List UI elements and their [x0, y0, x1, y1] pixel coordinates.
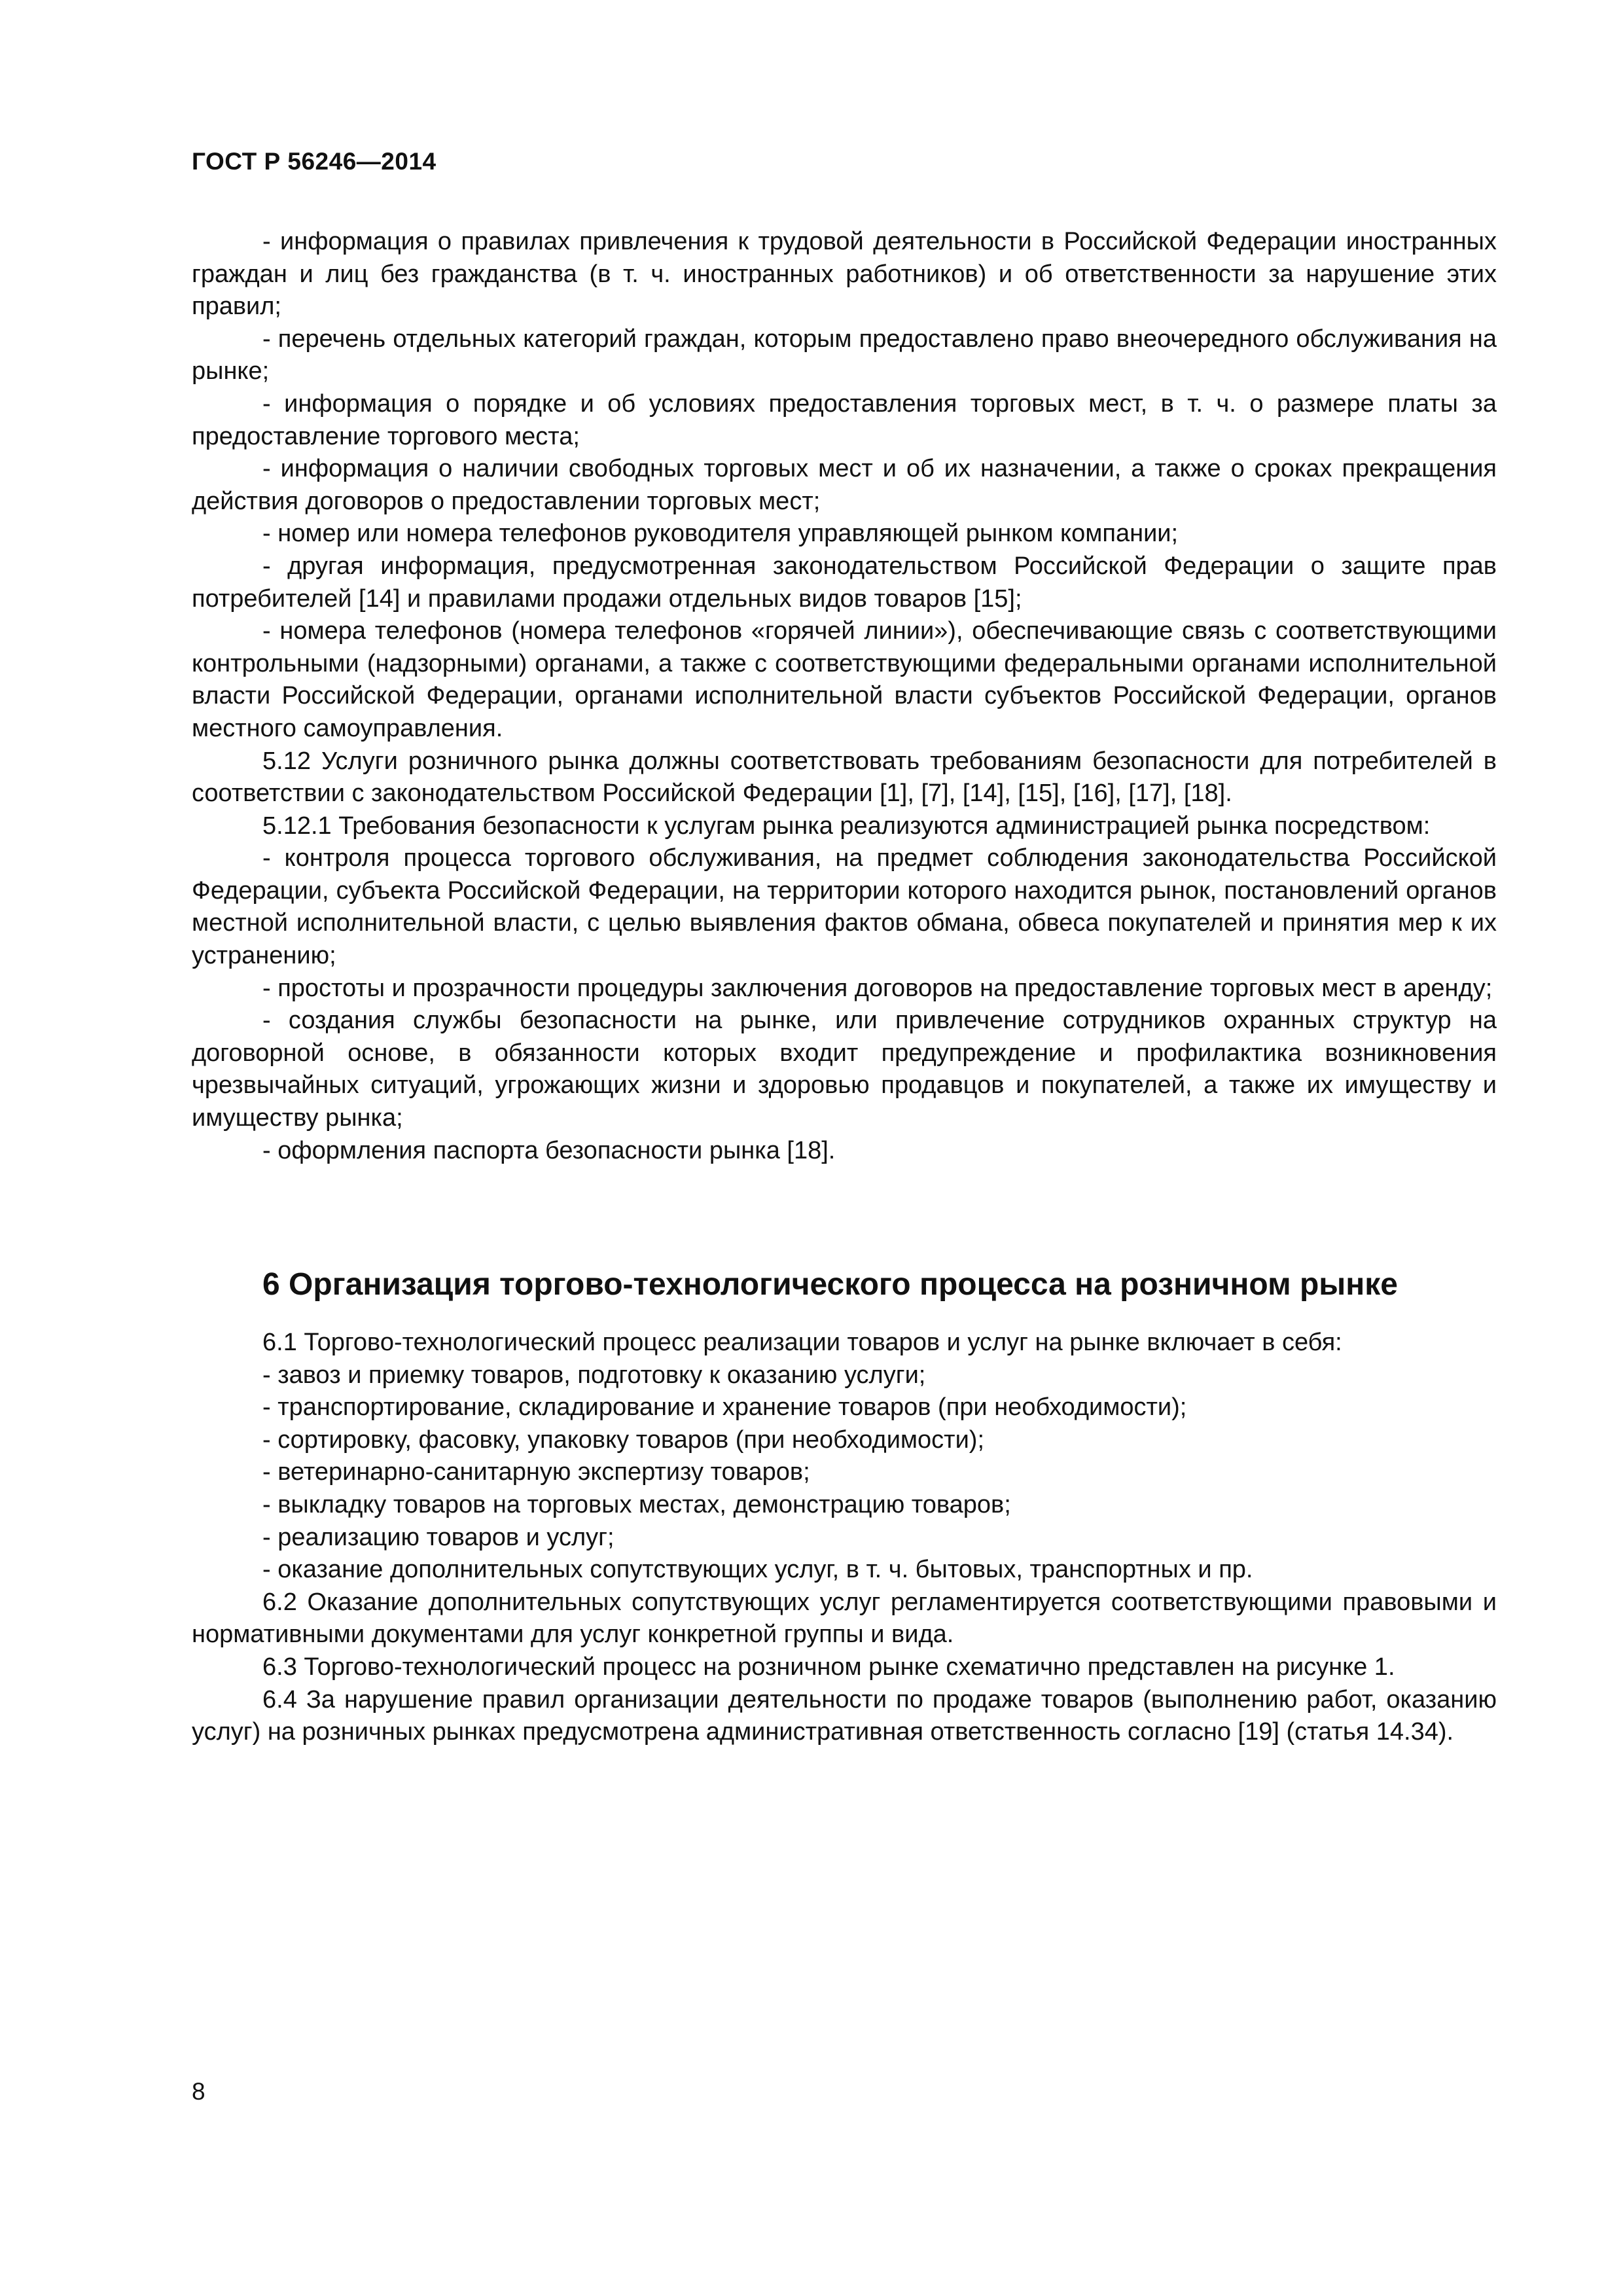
paragraph: - оформления паспорта безопасности рынка [18].	[262, 1136, 836, 1164]
page-number: 8	[192, 2078, 205, 2105]
paragraph: - информация о правилах привлечения к трудовой деятельности в Российской Федерации иностранных граждан и лиц без гражданства (в т. ч. иностранных работников) и об ответственности за нарушение этих правил;	[192, 228, 1497, 321]
paragraph: 6.1 Торгово-технологический процесс реализации товаров и услуг на рынке включает в себя:	[262, 1329, 1342, 1356]
section-5-continuation	[192, 226, 1497, 1167]
section-6-body	[192, 1327, 1497, 1749]
paragraph: 6.4 За нарушение правил организации деятельности по продаже товаров (выполнению работ, оказанию услуг) на розничных рынках предусмотрена административная ответственность согласно [19] (статья 14.34).	[192, 1685, 1497, 1746]
list-item: - сортировку, фасовку, упаковку товаров (при необходимости);	[262, 1426, 985, 1454]
section-6-title: 6 Организация торгово-технологического процесса на розничном рынке	[262, 1267, 1398, 1302]
paragraph: 5.12 Услуги розничного рынка должны соответствовать требованиям безопасности для потребителей в соответствии с законодательством Российской Федерации [1], [7], [14], [15], [16], [17], [18].	[192, 747, 1497, 808]
paragraph: - простоты и прозрачности процедуры заключения договоров на предоставление торговых мест в аренду;	[262, 974, 1493, 1002]
paragraph: - информация о порядке и об условиях предоставления торговых мест, в т. ч. о размере платы за предоставление торгового места;	[192, 389, 1497, 450]
document-header: ГОСТ Р 56246—2014	[192, 148, 437, 175]
paragraph: - другая информация, предусмотренная законодательством Российской Федерации о защите прав потребителей [14] и правилами продажи отдельных видов товаров [15];	[192, 552, 1497, 613]
paragraph: - перечень отдельных категорий граждан, которым предоставлено право внеочередного обслуживания на рынке;	[192, 325, 1497, 386]
list-item: - реализацию товаров и услуг;	[262, 1523, 615, 1551]
paragraph: - создания службы безопасности на рынке, или привлечение сотрудников охранных структур на договорной основе, в обязанности которых входит предупреждение и профилактика возникновения чрезвычайных ситуаций, угрожающих жизни и здоровью продавцов и покупателей, а также их имуществу и имуществу рынка;	[192, 1007, 1497, 1132]
paragraph: - информация о наличии свободных торговых мест и об их назначении, а также о сроках прекращения действия договоров о предоставлении торговых мест;	[192, 455, 1497, 515]
list-item: - выкладку товаров на торговых местах, демонстрацию товаров;	[262, 1490, 1011, 1518]
paragraph: 6.2 Оказание дополнительных сопутствующих услуг регламентируется соответствующими правовыми и нормативными документами для услуг конкретной группы и вида.	[192, 1588, 1497, 1649]
paragraph: - номер или номера телефонов руководителя управляющей рынком компании;	[262, 520, 1179, 548]
paragraph: 6.3 Торгово-технологический процесс на розничном рынке схематично представлен на рисунке 1.	[262, 1653, 1395, 1681]
list-item: - транспортирование, складирование и хранение товаров (при необходимости);	[262, 1393, 1187, 1422]
paragraph: - номера телефонов (номера телефонов «горячей линии»), обеспечивающие связь с соответствующими контрольными (надзорными) органами, а также с соответствующими федеральными органами исполнительной власти Российской Федерации, органами исполнительной власти субъектов Российской Федерации, органов местного самоуправления.	[192, 617, 1497, 742]
list-item: - оказание дополнительных сопутствующих услуг, в т. ч. бытовых, транспортных и пр.	[262, 1556, 1253, 1584]
list-item: - завоз и приемку товаров, подготовку к оказанию услуги;	[262, 1361, 926, 1389]
paragraph: - контроля процесса торгового обслуживания, на предмет соблюдения законодательства Российской Федерации, субъекта Российской Федерации, на территории которого находится рынок, постановлений органов местной исполнительной власти, с целью выявления фактов обмана, обвеса покупателей и принятия мер к их устранению;	[192, 844, 1497, 970]
list-item: - ветеринарно-санитарную экспертизу товаров;	[262, 1458, 810, 1486]
paragraph: 5.12.1 Требования безопасности к услугам рынка реализуются администрацией рынка посредством:	[262, 812, 1431, 840]
